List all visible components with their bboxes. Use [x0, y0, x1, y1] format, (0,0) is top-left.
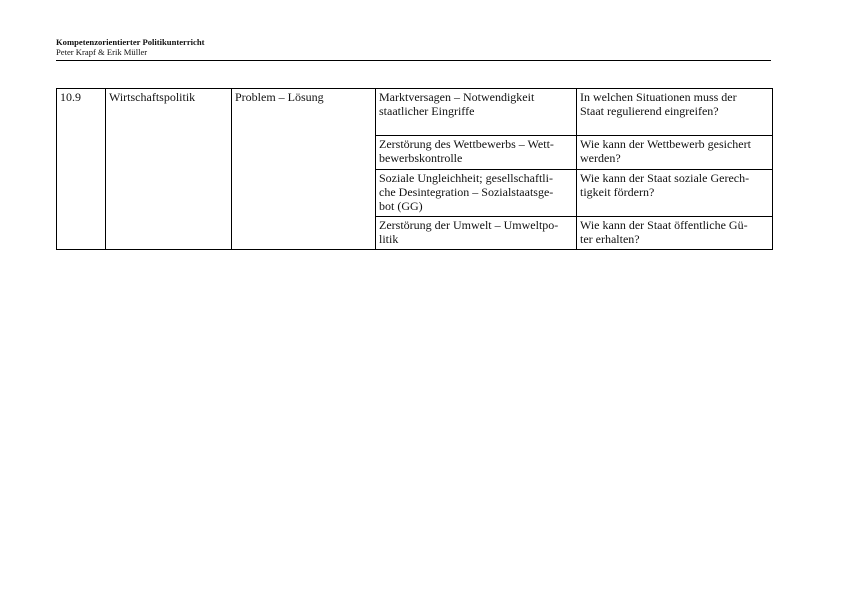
question-text-line: Wie kann der Wettbewerb gesichert: [580, 137, 751, 151]
problem-text-line: Soziale Ungleichheit; gesellschaftli-: [379, 171, 553, 185]
problem-text-line: che Desintegration – Sozialstaatsge-: [379, 185, 554, 199]
page-header: [56, 37, 771, 57]
topic-cell: [106, 89, 232, 250]
problem-text-line: bewerbskontrolle: [379, 151, 463, 165]
document-title: Kompetenzorientierter Politikunterricht: [56, 37, 205, 47]
problem-text-line: bot (GG): [379, 199, 423, 213]
question-text-line: Wie kann der Staat soziale Gerech-: [580, 171, 750, 185]
problem-text-line: Zerstörung der Umwelt – Umweltpo-: [379, 218, 559, 232]
problem-text-line: staatlicher Eingriffe: [379, 104, 475, 118]
question-text-line: In welchen Situationen muss der: [580, 90, 737, 104]
problem-cell: [376, 136, 577, 170]
question-cell: [577, 217, 773, 250]
question-text-line: werden?: [580, 151, 621, 165]
question-text-line: Staat regulierend eingreifen?: [580, 104, 719, 118]
category-label: Problem – Lösung: [235, 90, 324, 104]
content-table: [56, 88, 773, 250]
section-number-cell: [57, 89, 106, 250]
problem-cell: [376, 89, 577, 136]
problem-cell: [376, 170, 577, 217]
table-row: [57, 89, 773, 136]
problem-text-line: Marktversagen – Notwendigkeit: [379, 90, 535, 104]
header-rule: [56, 60, 771, 61]
question-text-line: tigkeit fördern?: [580, 185, 655, 199]
problem-text-line: litik: [379, 232, 399, 246]
question-text-line: ter erhalten?: [580, 232, 640, 246]
question-cell: [577, 170, 773, 217]
category-cell: [232, 89, 376, 250]
problem-text-line: Zerstörung des Wettbewerbs – Wett-: [379, 137, 554, 151]
question-cell: [577, 136, 773, 170]
question-cell: [577, 89, 773, 136]
problem-cell: [376, 217, 577, 250]
question-text-line: Wie kann der Staat öffentliche Gü-: [580, 218, 748, 232]
section-number: 10.9: [60, 90, 81, 104]
document-authors: Peter Krapf & Erik Müller: [56, 47, 148, 57]
topic-label: Wirtschaftspolitik: [109, 90, 196, 104]
